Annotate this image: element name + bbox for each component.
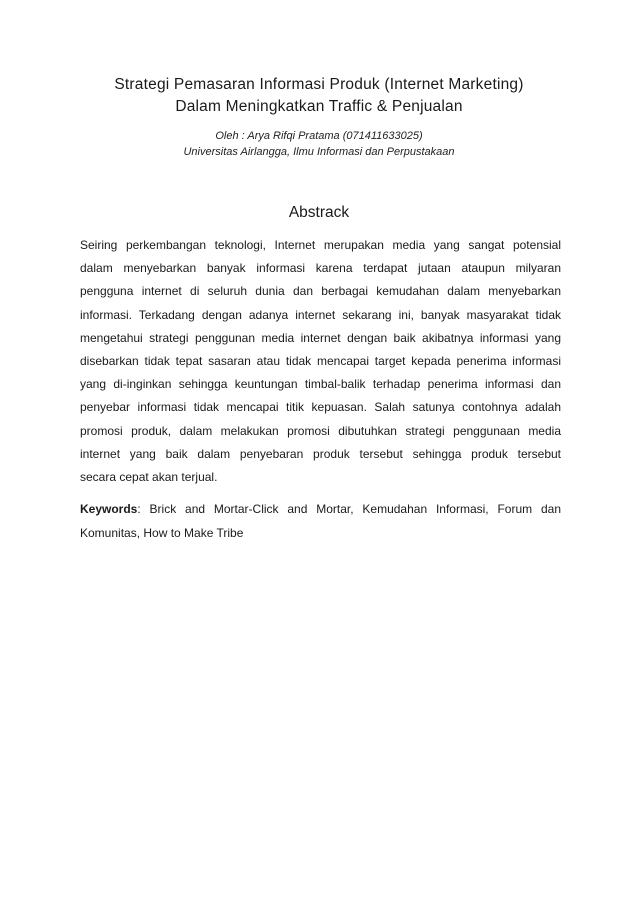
keywords-line-2: Komunitas, How to Make Tribe: [80, 526, 244, 540]
abstract-line: secara cepat akan terjual.: [80, 469, 218, 484]
abstract-line: disebarkan tidak tepat sasaran atau tidak mencapai target kepada penerima informasi: [80, 353, 561, 368]
keywords-label: Keywords: [80, 502, 138, 516]
keywords-line-1: [80, 497, 561, 521]
abstract-body: [80, 234, 561, 489]
abstract-line: informasi. Terkadang dengan adanya internet sekarang ini, banyak masyarakat tidak: [80, 307, 561, 322]
abstract-line: pengguna internet di seluruh dunia dan berbagai kemudahan dalam menyebarkan: [80, 284, 561, 299]
keywords-section: [80, 497, 561, 545]
abstract-line: promosi produk, dalam melakukan promosi dibutuhkan strategi penggunaan media: [80, 423, 561, 438]
keywords-text-1: : Brick and Mortar-Click and Mortar, Kemudahan Informasi, Forum dan: [137, 502, 561, 516]
abstract-line: internet yang baik dalam penyebaran produk tersebut sehingga produk tersebut: [80, 446, 561, 461]
author-info: [40, 128, 598, 160]
paper-title: [40, 74, 598, 118]
title-line-2: Dalam Meningkatkan Traffic & Penjualan: [175, 98, 463, 115]
abstract-heading: Abstrack: [288, 204, 350, 221]
title-line-1: Strategi Pemasaran Informasi Produk (Internet Marketing): [114, 76, 524, 93]
abstract-line: mengetahui strategi penggunan media internet dengan baik akibatnya informasi yang: [80, 330, 561, 345]
abstract-line: dalam menyebarkan banyak informasi karena terdapat jutaan ataupun milyaran: [80, 261, 561, 276]
author-affiliation: Universitas Airlangga, Ilmu Informasi dan Perpustakaan: [183, 146, 455, 158]
abstract-line: Seiring perkembangan teknologi, Internet merupakan media yang sangat potensial: [80, 238, 561, 252]
abstract-line: penyebar informasi tidak mencapai titik kepuasan. Salah satunya contohnya adalah: [80, 400, 561, 415]
abstract-line: yang di-inginkan sehingga keuntungan timbal-balik terhadap penerima informasi dan: [80, 377, 561, 392]
author-byline: Oleh : Arya Rifqi Pratama (071411633025): [215, 130, 423, 142]
